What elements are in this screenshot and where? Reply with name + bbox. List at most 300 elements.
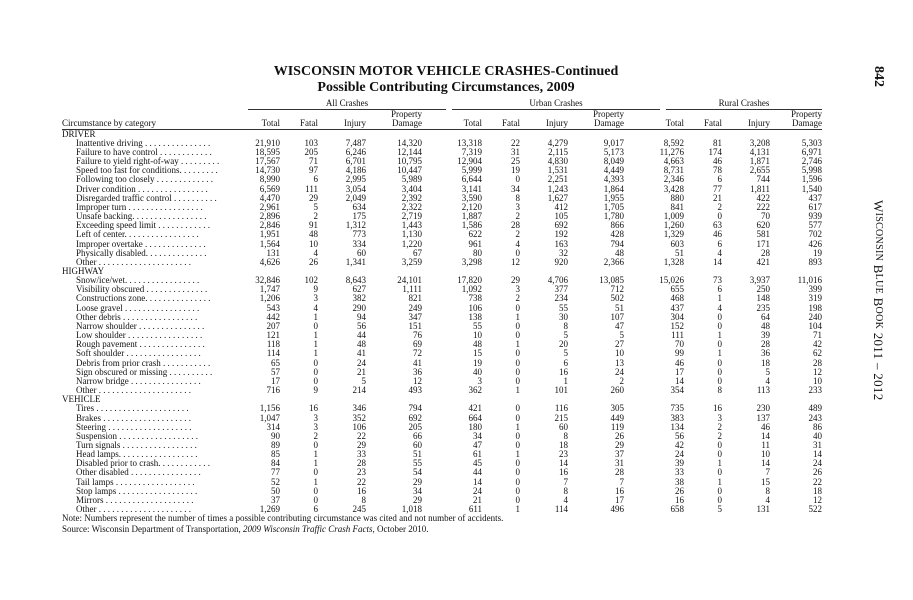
row-label: Brakes . . . . . . . . . . . . . . . . . . . . (76, 413, 191, 423)
table-cell: 33 (675, 468, 684, 478)
table-cell: 17,820 (457, 276, 482, 286)
table-row (62, 276, 822, 285)
table-cell: 12 (813, 495, 822, 505)
table-cell: 0 (515, 321, 520, 331)
table-cell: 0 (313, 495, 318, 505)
table-cell: 3,937 (749, 276, 770, 286)
side-title-b: B (871, 264, 886, 274)
table-cell: 0 (515, 477, 520, 487)
source-line (62, 524, 428, 534)
table-cell: 1,328 (663, 257, 684, 267)
table-cell: 26 (309, 257, 318, 267)
table-cell: 55 (413, 459, 422, 469)
table-cell: 4 (313, 303, 318, 313)
table-cell: 37 (271, 495, 280, 505)
table-cell: 2 (619, 376, 624, 386)
table-cell: 468 (670, 294, 684, 304)
table-cell: 103 (304, 138, 318, 148)
table-cell: 207 (266, 321, 280, 331)
table-row (62, 478, 822, 487)
table-cell: 6 (313, 505, 318, 515)
table-cell: 622 (468, 230, 482, 240)
table-cell: 18 (813, 486, 822, 496)
table-row (62, 194, 822, 203)
table-row (62, 185, 822, 194)
table-cell: 744 (756, 175, 770, 185)
table-cell: 0 (717, 495, 722, 505)
table-cell: 107 (610, 312, 624, 322)
table-cell: 4 (313, 248, 318, 258)
row-label: Failure to yield right-of-way . . . . . . . . . (76, 157, 220, 167)
row-label: Sign obscured or missing . . . . . . . . . . (76, 367, 213, 377)
row-label: Disregarded traffic control . . . . . . . . . . (76, 193, 217, 203)
table-cell: 26 (615, 431, 624, 441)
table-cell: 65 (271, 358, 280, 368)
table-cell: 880 (670, 193, 684, 203)
table-row (62, 487, 822, 496)
table-row (62, 285, 822, 294)
section-header-row (62, 129, 822, 139)
table-row (62, 386, 822, 395)
table-cell: 24 (675, 450, 684, 460)
table-cell: 15,026 (659, 276, 684, 286)
row-label: Rough pavement . . . . . . . . . . . . . . . (76, 340, 205, 350)
table-cell: 67 (413, 248, 422, 258)
table-cell: 0 (515, 440, 520, 450)
table-cell: 17 (615, 495, 624, 505)
table-cell: 2,961 (259, 202, 280, 212)
table-cell: 2 (515, 212, 520, 222)
table-cell: 51 (615, 303, 624, 313)
table-cell: 5 (563, 349, 568, 359)
table-cell: 28 (357, 459, 366, 469)
table-cell: 0 (313, 468, 318, 478)
table-cell: 0 (515, 367, 520, 377)
table-cell: 111 (305, 184, 318, 194)
table-cell: 42 (675, 440, 684, 450)
table-cell: 205 (408, 422, 422, 432)
table-cell: 118 (266, 340, 280, 350)
row-label: Narrow bridge . . . . . . . . . . . . . . . . (76, 376, 201, 386)
table-cell: 16 (615, 486, 624, 496)
crash-circumstances-table (62, 110, 822, 514)
table-cell: 90 (271, 431, 280, 441)
table-cell: 421 (756, 257, 770, 267)
table-cell: 1,260 (663, 221, 684, 231)
page-subtitle: Possible Contributing Circumstances, 2009 (317, 80, 575, 95)
table-cell: 4,131 (749, 147, 770, 157)
table-cell: 1,092 (461, 285, 482, 295)
table-cell: 19 (813, 248, 822, 258)
table-cell: 62 (813, 349, 822, 359)
table-cell: 21 (713, 193, 722, 203)
table-cell: 3,259 (401, 257, 422, 267)
row-label: Loose gravel . . . . . . . . . . . . . . . . . (76, 303, 200, 313)
table-cell: 437 (670, 303, 684, 313)
table-cell: 3,298 (461, 257, 482, 267)
table-cell: 29 (511, 276, 520, 286)
table-cell: 664 (468, 413, 482, 423)
table-cell: 113 (756, 386, 770, 396)
table-cell: 16 (357, 486, 366, 496)
table-cell: 8 (717, 386, 722, 396)
source-title: 2009 Wisconsin Traffic Crash Facts, (242, 524, 375, 534)
row-label: Head lamps. . . . . . . . . . . . . . . . . . (76, 450, 198, 460)
table-cell: 1 (717, 349, 722, 359)
table-cell: 1,586 (461, 221, 482, 231)
table-cell: 939 (808, 212, 822, 222)
row-label: Improper turn . . . . . . . . . . . . . . . . . (76, 202, 203, 212)
table-cell: 4,186 (345, 166, 366, 176)
table-cell: 2,746 (801, 157, 822, 167)
table-cell: 205 (304, 147, 318, 157)
table-row (62, 212, 822, 221)
table-cell: 3 (717, 413, 722, 423)
table-cell: 60 (413, 440, 422, 450)
table-cell: 0 (515, 486, 520, 496)
table-cell: 6 (717, 239, 722, 249)
table-cell: 383 (670, 413, 684, 423)
header-damage-all: Damage (366, 119, 422, 129)
table-cell: 4 (765, 495, 770, 505)
table-cell: 2,322 (401, 202, 422, 212)
table-cell: 45 (473, 459, 482, 469)
table-cell: 794 (408, 404, 422, 414)
table-cell: 85 (271, 450, 280, 460)
table-cell: 1 (313, 459, 318, 469)
table-cell: 1,018 (401, 505, 422, 515)
table-cell: 12 (511, 257, 520, 267)
table-cell: 16 (713, 404, 722, 414)
table-cell: 22 (357, 477, 366, 487)
table-cell: 502 (610, 294, 624, 304)
table-cell: 26 (675, 486, 684, 496)
table-cell: 14 (761, 459, 770, 469)
table-cell: 34 (413, 486, 422, 496)
table-cell: 866 (610, 221, 624, 231)
table-cell: 0 (313, 440, 318, 450)
table-cell: 26 (813, 468, 822, 478)
table-cell: 1 (515, 312, 520, 322)
table-cell: 382 (352, 294, 366, 304)
table-cell: 422 (756, 193, 770, 203)
row-label: Mirrors . . . . . . . . . . . . . . . . . . . . (76, 495, 194, 505)
side-title-lue: LUE (873, 273, 884, 294)
table-cell: 16 (559, 367, 568, 377)
table-cell: 1,887 (461, 212, 482, 222)
table-cell: 426 (808, 239, 822, 249)
row-label: Disabled prior to crash. . . . . . . . . . . . (76, 459, 210, 469)
table-row (62, 368, 822, 377)
table-row (62, 157, 822, 166)
table-cell: 138 (468, 312, 482, 322)
table-cell: 21,910 (255, 138, 280, 148)
table-cell: 2,846 (259, 221, 280, 231)
table-cell: 0 (313, 376, 318, 386)
table-cell: 8 (563, 431, 568, 441)
table-cell: 234 (554, 294, 568, 304)
table-cell: 449 (610, 413, 624, 423)
table-cell: 54 (413, 468, 422, 478)
table-row (62, 258, 822, 267)
table-cell: 51 (413, 450, 422, 460)
table-cell: 8,049 (603, 157, 624, 167)
table-cell: 260 (610, 386, 624, 396)
table-cell: 28 (511, 221, 520, 231)
row-label: Exceeding speed limit . . . . . . . . . . . . (76, 221, 210, 231)
table-cell: 1,206 (259, 294, 280, 304)
table-cell: 304 (670, 312, 684, 322)
table-cell: 77 (713, 184, 722, 194)
table-cell: 0 (313, 486, 318, 496)
table-cell: 37 (615, 450, 624, 460)
table-cell: 1,047 (259, 413, 280, 423)
table-cell: 1,955 (603, 193, 624, 203)
table-cell: 4 (717, 303, 722, 313)
header-property-urban: Property (593, 110, 624, 119)
table-cell: 16 (559, 468, 568, 478)
table-cell: 893 (808, 257, 822, 267)
table-cell: 0 (717, 312, 722, 322)
table-cell: 319 (808, 294, 822, 304)
table-cell: 6 (717, 175, 722, 185)
table-cell: 131 (756, 505, 770, 515)
table-cell: 21 (473, 495, 482, 505)
header-injury-all: Injury (318, 119, 366, 129)
table-cell: 28 (761, 340, 770, 350)
table-cell: 2,346 (663, 175, 684, 185)
table-cell: 46 (713, 230, 722, 240)
table-cell: 627 (352, 285, 366, 295)
page-title: WISCONSIN MOTOR VEHICLE CRASHES-Continued (273, 64, 619, 79)
table-cell: 9,017 (603, 138, 624, 148)
table-cell: 617 (808, 202, 822, 212)
table-row (62, 331, 822, 340)
table-cell: 3,404 (401, 184, 422, 194)
table-cell: 4 (765, 376, 770, 386)
table-cell: 63 (713, 221, 722, 231)
header-damage-rural: Damage (770, 119, 822, 129)
table-row (62, 240, 822, 249)
table-cell: 192 (554, 230, 568, 240)
table-cell: 215 (554, 413, 568, 423)
table-cell: 10 (309, 239, 318, 249)
table-cell: 6 (563, 358, 568, 368)
table-cell: 14 (559, 459, 568, 469)
side-title-w: W (871, 200, 886, 213)
table-cell: 102 (304, 276, 318, 286)
row-label: Other . . . . . . . . . . . . . . . . . . . . . (76, 505, 191, 515)
table-cell: 305 (610, 404, 624, 414)
table-cell: 399 (808, 285, 822, 295)
row-label: Improper overtake . . . . . . . . . . . . . . (76, 239, 206, 249)
table-cell: 1 (515, 450, 520, 460)
table-cell: 1 (717, 294, 722, 304)
table-cell: 114 (266, 349, 280, 359)
table-cell: 1,705 (603, 202, 624, 212)
table-cell: 1,312 (345, 221, 366, 231)
row-label: Failure to have control . . . . . . . . . . . . (76, 147, 212, 157)
table-cell: 230 (756, 404, 770, 414)
table-cell: 47 (615, 321, 624, 331)
table-cell: 1,443 (401, 221, 422, 231)
table-cell: 12 (813, 367, 822, 377)
table-cell: 249 (408, 303, 422, 313)
table-cell: 180 (468, 422, 482, 432)
table-cell: 8,592 (663, 138, 684, 148)
table-cell: 80 (473, 248, 482, 258)
table-cell: 5 (563, 331, 568, 341)
row-label: Narrow shoulder . . . . . . . . . . . . . . . (76, 321, 205, 331)
header-spacer (62, 110, 222, 119)
table-cell: 658 (670, 505, 684, 515)
table-cell: 0 (717, 440, 722, 450)
table-cell: 36 (413, 367, 422, 377)
header-injury-urban: Injury (520, 119, 568, 129)
table-cell: 29 (413, 495, 422, 505)
table-cell: 20 (559, 340, 568, 350)
table-cell: 1,329 (663, 230, 684, 240)
table-cell: 6 (717, 285, 722, 295)
table-cell: 347 (408, 312, 422, 322)
table-cell: 4,706 (547, 276, 568, 286)
table-cell: 10 (615, 349, 624, 359)
table-row (62, 414, 822, 423)
table-cell: 334 (352, 239, 366, 249)
table-cell: 1 (515, 386, 520, 396)
table-cell: 9 (313, 386, 318, 396)
running-side-title (862, 200, 886, 430)
table-cell: 7 (619, 477, 624, 487)
table-cell: 1,269 (259, 505, 280, 515)
side-title-years: 2011 – 2012 (871, 332, 886, 401)
table-cell: 7 (563, 477, 568, 487)
table-cell: 77 (271, 468, 280, 478)
table-cell: 354 (670, 386, 684, 396)
header-fatal-rural: Fatal (684, 119, 722, 129)
table-cell: 581 (756, 230, 770, 240)
table-cell: 5,998 (801, 166, 822, 176)
table-cell: 72 (413, 349, 422, 359)
table-cell: 57 (271, 367, 280, 377)
table-cell: 48 (615, 248, 624, 258)
table-cell: 60 (559, 422, 568, 432)
row-label: Steering . . . . . . . . . . . . . . . . . . . (76, 422, 192, 432)
table-cell: 0 (515, 468, 520, 478)
table-cell: 0 (313, 358, 318, 368)
row-label: Tail lamps . . . . . . . . . . . . . . . . . . (76, 477, 195, 487)
table-cell: 493 (408, 386, 422, 396)
table-cell: 24 (813, 459, 822, 469)
table-cell: 5,173 (603, 147, 624, 157)
table-cell: 841 (670, 202, 684, 212)
table-cell: 14,730 (255, 166, 280, 176)
row-label: Stop lamps . . . . . . . . . . . . . . . . . . (76, 486, 198, 496)
table-cell: 10,795 (397, 157, 422, 167)
header-damage-urban: Damage (568, 119, 624, 129)
table-cell: 12,144 (397, 147, 422, 157)
table-cell: 148 (756, 294, 770, 304)
table-cell: 2,995 (345, 175, 366, 185)
table-row (62, 496, 822, 505)
table-cell: 1 (515, 505, 520, 515)
header-category: Circumstance by category (62, 119, 222, 129)
table-cell: 4,626 (259, 257, 280, 267)
table-cell: 1 (313, 312, 318, 322)
table-body (62, 129, 822, 514)
row-label: Unsafe backing. . . . . . . . . . . . . . . . . (76, 212, 207, 222)
table-cell: 214 (352, 386, 366, 396)
table-cell: 0 (717, 321, 722, 331)
table-cell: 290 (352, 303, 366, 313)
table-cell: 243 (808, 413, 822, 423)
table-cell: 1,864 (603, 184, 624, 194)
table-cell: 29 (615, 440, 624, 450)
table-cell: 16 (675, 495, 684, 505)
table-cell: 0 (515, 459, 520, 469)
row-label: Turn signals . . . . . . . . . . . . . . . . . (76, 440, 197, 450)
table-cell: 4,830 (547, 157, 568, 167)
table-cell: 116 (554, 404, 568, 414)
table-cell: 8,990 (259, 175, 280, 185)
section-name: DRIVER (62, 129, 96, 139)
header-injury-rural: Injury (722, 119, 770, 129)
table-cell: 17 (675, 367, 684, 377)
row-label: Soft shoulder . . . . . . . . . . . . . . . . . (76, 349, 201, 359)
table-cell: 1 (515, 422, 520, 432)
table-cell: 29 (309, 193, 318, 203)
table-cell: 44 (473, 468, 482, 478)
table-cell: 41 (357, 349, 366, 359)
table-row (62, 468, 822, 477)
table-cell: 114 (554, 505, 568, 515)
table-cell: 121 (266, 331, 280, 341)
table-cell: 0 (717, 367, 722, 377)
table-cell: 14 (761, 431, 770, 441)
table-cell: 19 (511, 166, 520, 176)
table-cell: 8 (515, 193, 520, 203)
table-row (62, 377, 822, 386)
table-row (62, 294, 822, 303)
table-cell: 1,243 (547, 184, 568, 194)
source-prefix: Source: Wisconsin Department of Transportation, (62, 524, 243, 534)
table-cell: 2,655 (749, 166, 770, 176)
table-cell: 10 (813, 376, 822, 386)
table-cell: 5 (313, 202, 318, 212)
table-cell: 2 (717, 422, 722, 432)
table-cell: 119 (610, 422, 624, 432)
table-cell: 0 (515, 376, 520, 386)
table-cell: 175 (352, 212, 366, 222)
table-cell: 5,999 (461, 166, 482, 176)
table-cell: 71 (813, 331, 822, 341)
header-fatal-urban: Fatal (482, 119, 520, 129)
table-cell: 47 (473, 440, 482, 450)
row-label: Inattentive driving . . . . . . . . . . . . . . . (76, 138, 211, 148)
table-cell: 9 (313, 285, 318, 295)
table-cell: 437 (808, 193, 822, 203)
table-cell: 6,644 (461, 175, 482, 185)
table-cell: 692 (408, 413, 422, 423)
table-cell: 496 (610, 505, 624, 515)
table-cell: 131 (266, 248, 280, 258)
table-cell: 5,989 (401, 175, 422, 185)
table-row (62, 404, 822, 413)
table-cell: 64 (761, 312, 770, 322)
table-cell: 14 (713, 257, 722, 267)
table-cell: 22 (357, 431, 366, 441)
table-cell: 1 (313, 477, 318, 487)
